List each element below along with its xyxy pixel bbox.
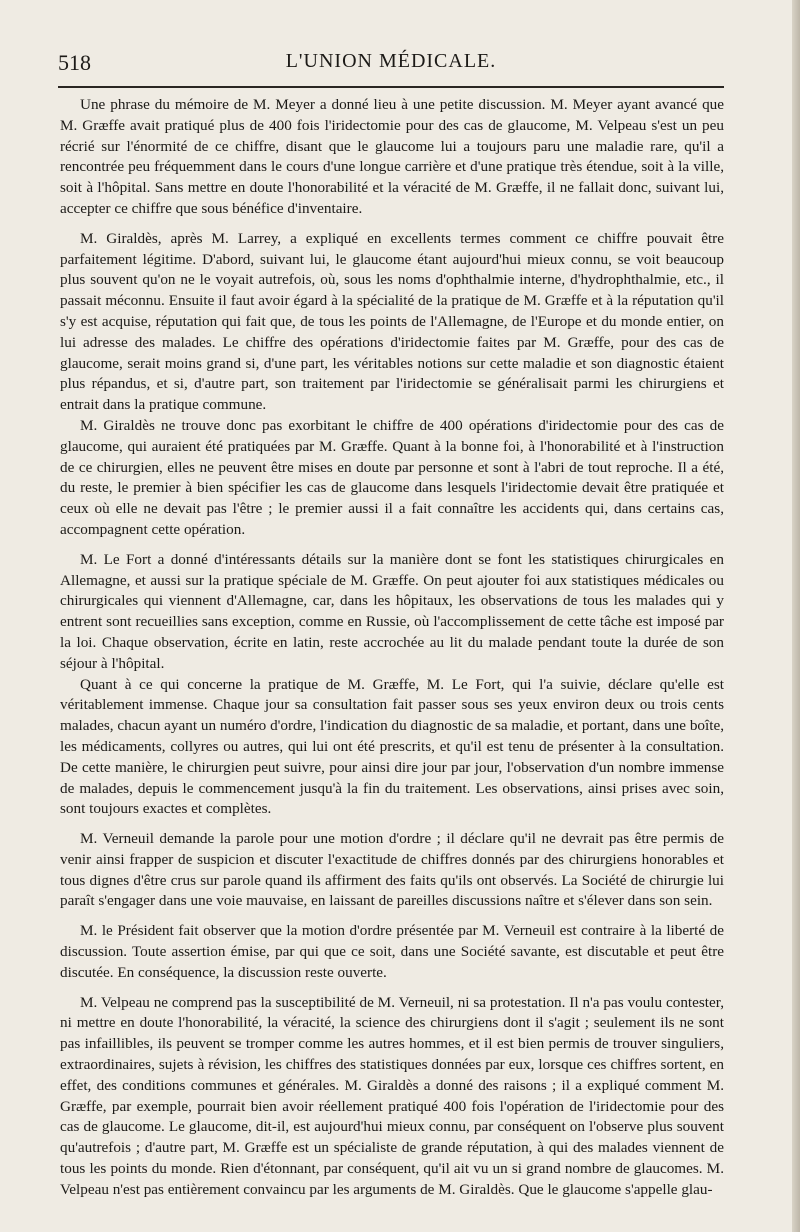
paragraph-giraldes-1: M. Giraldès, après M. Larrey, a expliqué en excellents termes comment ce chiffre pouvait être parfaitement légitime. D'abord, suivant lui, le glaucome étant aujourd'hui mieux connu, se voit beaucoup plus souvent qu'on ne le voyait autrefois, où, sous les noms d'ophthalmie interne, d'hydrophthalmie, etc., il passait méconnu. Ensuite il faut avoir égard à la spécialité de la pratique de M. Græffe et à la réputation qu'il s'y est acquise, réputation qui fait que, de tous les points de l'Allemagne, de l'Europe et du monde entier, on lui adresse des malades. Le chiffre des opérations d'iridectomie faites par M. Græffe, pour des cas de glaucome, serait moins grand si, d'une part, les véritables notions sur cette maladie et son diagnostic étaient plus répandus, et si, d'autre part, son traitement par l'iridectomie se généralisait parmi les chirurgiens et entrait dans la pratique commune.: [60, 229, 724, 414]
paragraph-le-fort-1: M. Le Fort a donné d'intéressants détails sur la manière dont se font les statistiques chirurgicales en Allemagne, et aussi sur la pratique spéciale de M. Græffe. On peut ajouter foi aux statistiques médicales ou chirurgicales qui viennent d'Allemagne, car, dans les hôpitaux, les observations de tous les malades qui y entrent sont recueillies sans exception, comme en Russie, où l'accomplissement de cette tâche est imposé par la loi. Chaque observation, écrite en latin, reste accrochée au lit du malade pendant toute la durée de son séjour à l'hôpital.: [60, 550, 724, 672]
paragraph-giraldes-2: M. Giraldès ne trouve donc pas exorbitant le chiffre de 400 opérations d'iridectomie pour des cas de glaucome, qui auraient été pratiquées par M. Græffe. Quant à la bonne foi, à l'honorabilité et à l'instruction de ce chirurgien, elles ne peuvent être mises en doute par personne et sont à l'abri de tout reproche. Il a été, du reste, le premier à bien spécifier les cas de glaucome dans lesquels l'iridectomie devait être pratiquée et ceux où elle ne devait pas l'être ; le premier aussi il a fait connaître les accidents qui, dans certains cas, accompagnent cette opération.: [60, 416, 724, 538]
paragraph-velpeau: M. Velpeau ne comprend pas la susceptibilité de M. Verneuil, ni sa protestation. Il n'a pas voulu contester, ni mettre en doute l'honorabilité, la véracité, la science des chirurgiens dont il s'agit ; seulement ils ne sont pas infaillibles, ils peuvent se tromper comme les autres hommes, et il est bien permis de trouver singuliers, extraordinaires, sujets à révision, les chiffres des statistiques données par eux, lorsque ces chiffres sortent, en effet, des conditions communes et générales. M. Giraldès a donné des raisons ; il a expliqué comment M. Græffe, par exemple, pourrait bien avoir réellement pratiqué 400 fois l'opération de l'iridectomie pour des cas de glaucome. Le glaucome, dit-il, est aujourd'hui mieux connu, par conséquent on l'observe plus souvent qu'autrefois ; d'autre part, M. Græffe est un spécialiste de grande réputation, à qui des malades viennent de tous les points du monde. Rien d'étonnant, par conséquent, qu'il ait vu un si grand nombre de glaucomes. M. Velpeau n'est pas entièrement convaincu par les arguments de M. Giraldès. Que le glaucome s'appelle glau-: [60, 993, 724, 1198]
paragraph-meyer: Une phrase du mémoire de M. Meyer a donné lieu à une petite discussion. M. Meyer ayant avancé que M. Græffe avait pratiqué plus de 400 fois l'iridectomie pour des cas de glaucome, M. Velpeau s'est un peu récrié sur l'énormité de ce chiffre, disant que le glaucome lui a toujours paru une maladie rare, qu'il a rencontrée peu fréquemment dans le cours d'une longue carrière et d'une pratique très étendue, soit à la ville, soit à l'hôpital. Sans mettre en doute l'honorabilité et la véracité de M. Græffe, il ne fallait donc, suivant lui, accepter ce chiffre que sous bénéfice d'inventaire.: [60, 96, 724, 217]
journal-title: L'UNION MÉDICALE.: [285, 50, 497, 72]
header-rule: [58, 86, 724, 88]
article-body: [60, 95, 724, 1201]
page-number: 518: [58, 50, 91, 75]
page-header: [58, 48, 724, 76]
page-edge: [792, 0, 800, 1232]
paragraph-president: M. le Président fait observer que la motion d'ordre présentée par M. Verneuil est contraire à la liberté de discussion. Toute assertion émise, par qui que ce soit, dans une Société savante, est discutable et peut être discutée. En conséquence, la discussion reste ouverte.: [60, 922, 724, 981]
paragraph-verneuil: M. Verneuil demande la parole pour une motion d'ordre ; il déclare qu'il ne devrait pas être permis de venir ainsi frapper de suspicion et discuter l'exactitude de chiffres donnés par des chirurgiens honorables et tous dignes d'être crus sur parole quand ils affirment des faits qu'ils ont observés. La Société de chirurgie lui paraît s'engager dans une voie mauvaise, en laissant de pareilles discussions naître et s'élever dans son sein.: [60, 830, 724, 910]
paragraph-le-fort-2: Quant à ce qui concerne la pratique de M. Græffe, M. Le Fort, qui l'a suivie, déclare qu'elle est véritablement immense. Chaque jour sa consultation fait passer sous ses yeux environ deux ou trois cents malades, chacun ayant un numéro d'ordre, l'indication du diagnostic de sa maladie, et portant, dans une boîte, les médicaments, collyres ou autres, qui lui ont été prescrits, et qu'il est tenu de présenter à la consultation. De cette manière, le chirurgien peut suivre, pour ainsi dire jour par jour, l'observation d'un nombre immense de malades, depuis le commencement jusqu'à la fin du traitement. Les observations, ainsi prises avec soin, sont toujours exactes et complètes.: [60, 675, 724, 818]
